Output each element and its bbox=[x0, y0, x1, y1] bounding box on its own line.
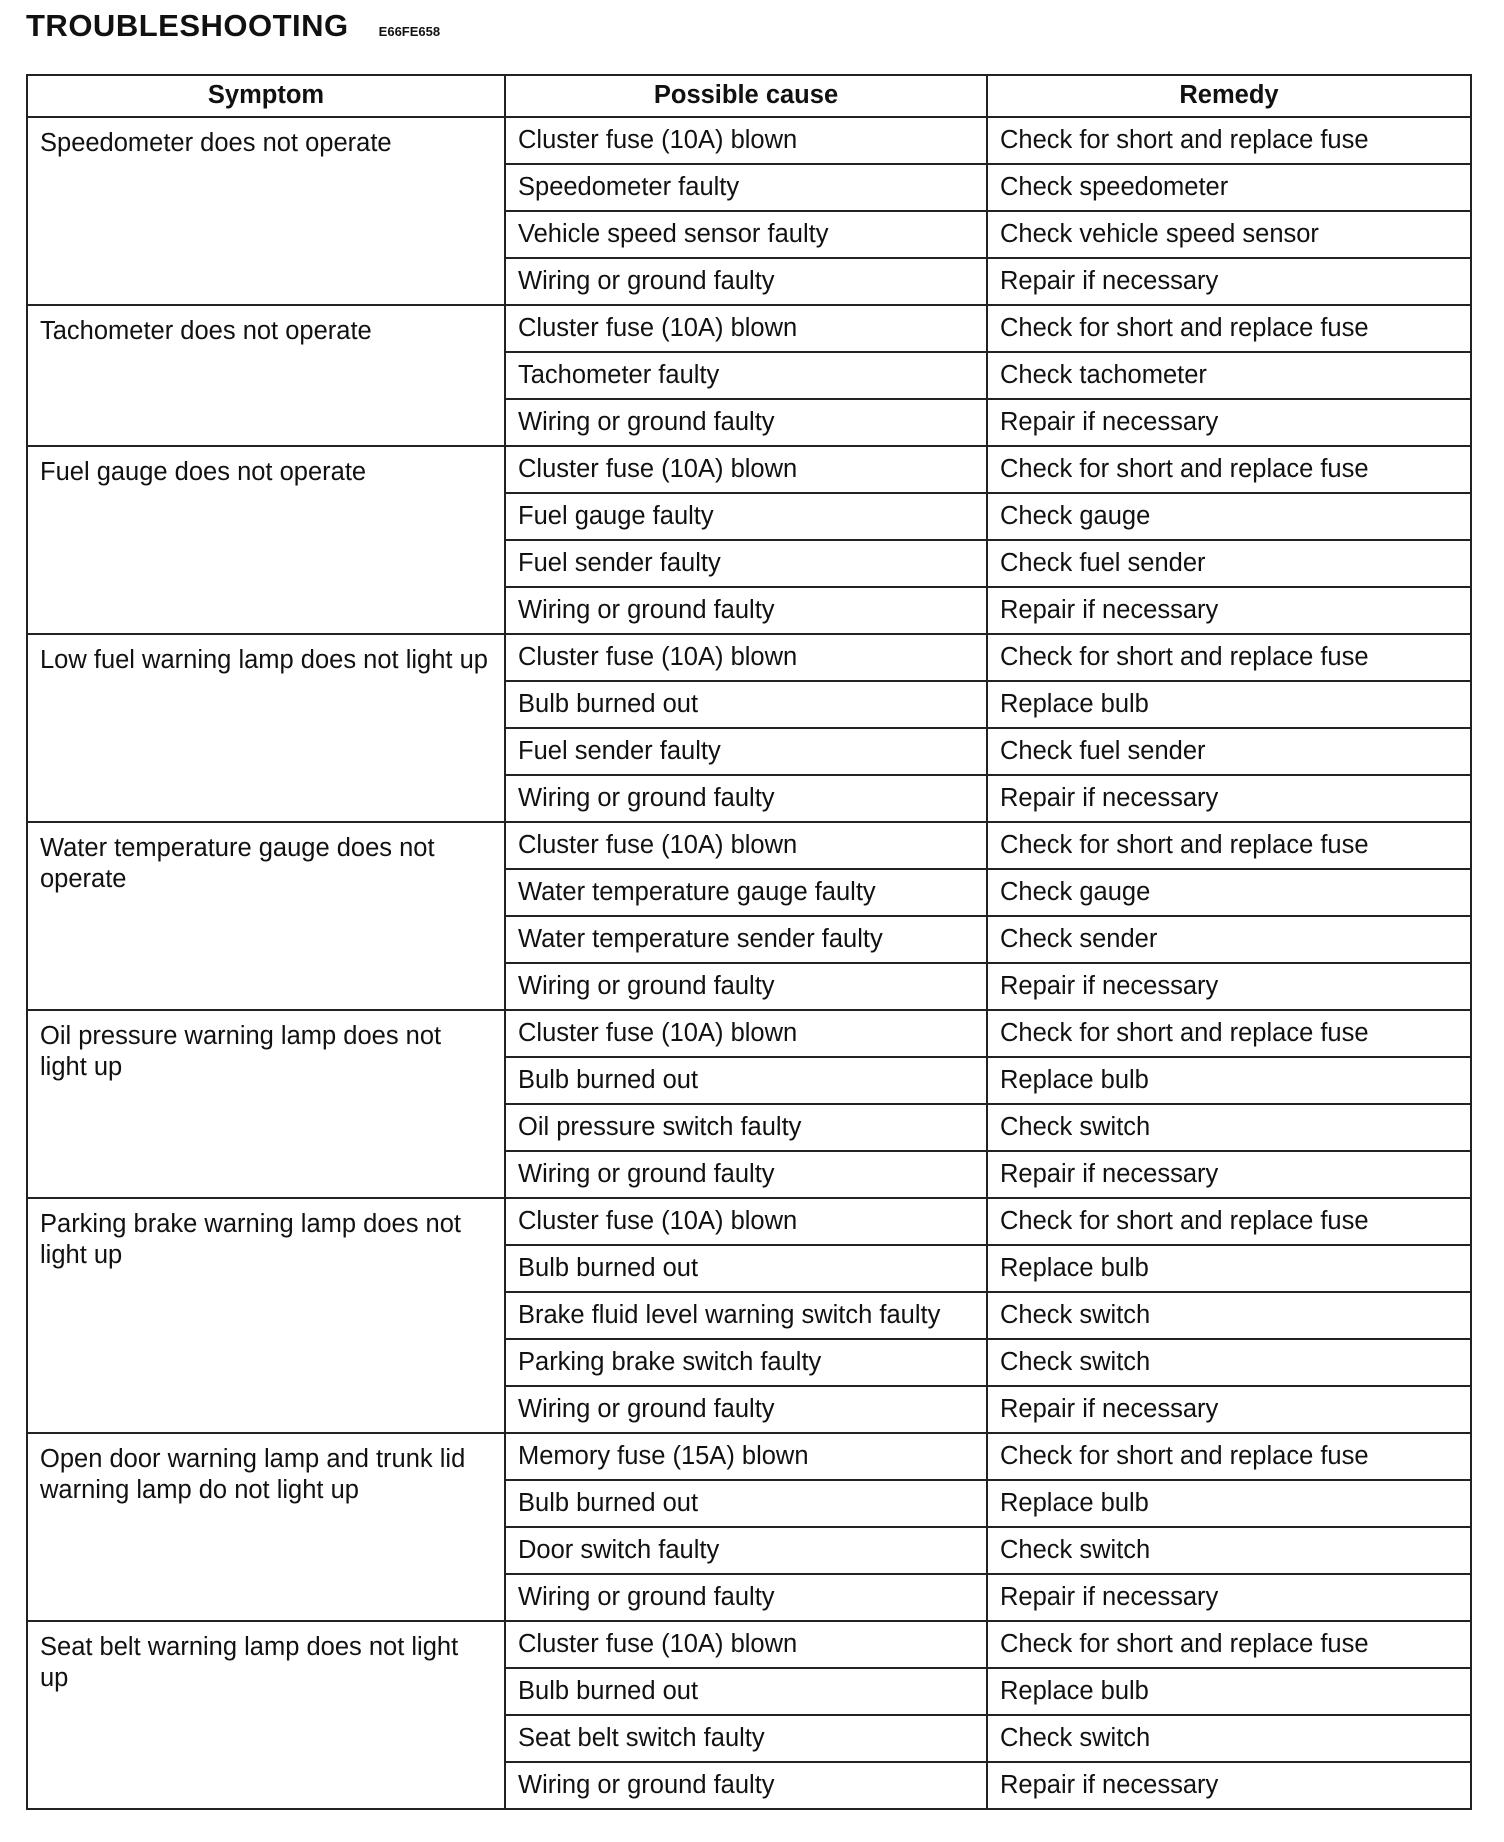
symptom-cell bbox=[27, 822, 505, 1010]
remedy-cell: Repair if necessary bbox=[987, 399, 1471, 446]
remedy-cell: Check fuel sender bbox=[987, 540, 1471, 587]
cause-cell: Door switch faulty bbox=[505, 1527, 987, 1574]
cause-cell: Memory fuse (15A) blown bbox=[505, 1433, 987, 1480]
remedy-cell: Check gauge bbox=[987, 869, 1471, 916]
table-row bbox=[27, 634, 1471, 681]
remedy-cell: Replace bulb bbox=[987, 1480, 1471, 1527]
remedy-cell: Repair if necessary bbox=[987, 1151, 1471, 1198]
symptom-cell bbox=[27, 446, 505, 634]
cause-cell: Parking brake switch faulty bbox=[505, 1339, 987, 1386]
remedy-cell: Check for short and replace fuse bbox=[987, 1010, 1471, 1057]
symptom-cell bbox=[27, 634, 505, 822]
remedy-cell: Replace bulb bbox=[987, 1057, 1471, 1104]
symptom-cell bbox=[27, 305, 505, 446]
remedy-cell: Check for short and replace fuse bbox=[987, 1621, 1471, 1668]
table-row bbox=[27, 117, 1471, 164]
table-row bbox=[27, 1621, 1471, 1668]
table-body bbox=[27, 117, 1471, 1809]
symptom-text: Oil pressure warning lamp does not light up bbox=[40, 1022, 442, 1081]
remedy-cell: Check fuel sender bbox=[987, 728, 1471, 775]
cause-cell: Bulb burned out bbox=[505, 1245, 987, 1292]
symptom-cell bbox=[27, 117, 505, 305]
remedy-cell: Repair if necessary bbox=[987, 587, 1471, 634]
cause-cell: Bulb burned out bbox=[505, 1057, 987, 1104]
remedy-cell: Repair if necessary bbox=[987, 775, 1471, 822]
cause-cell: Cluster fuse (10A) blown bbox=[505, 305, 987, 352]
remedy-cell: Check tachometer bbox=[987, 352, 1471, 399]
cause-cell: Speedometer faulty bbox=[505, 164, 987, 211]
remedy-cell: Check for short and replace fuse bbox=[987, 1198, 1471, 1245]
remedy-cell: Check speedometer bbox=[987, 164, 1471, 211]
cause-cell: Fuel sender faulty bbox=[505, 728, 987, 775]
remedy-cell: Repair if necessary bbox=[987, 1762, 1471, 1809]
remedy-cell: Check for short and replace fuse bbox=[987, 446, 1471, 493]
cause-cell: Wiring or ground faulty bbox=[505, 963, 987, 1010]
remedy-cell: Check for short and replace fuse bbox=[987, 117, 1471, 164]
cause-cell: Fuel gauge faulty bbox=[505, 493, 987, 540]
remedy-cell: Check for short and replace fuse bbox=[987, 822, 1471, 869]
remedy-cell: Check gauge bbox=[987, 493, 1471, 540]
cause-cell: Cluster fuse (10A) blown bbox=[505, 1198, 987, 1245]
remedy-cell: Check for short and replace fuse bbox=[987, 1433, 1471, 1480]
cause-cell: Oil pressure switch faulty bbox=[505, 1104, 987, 1151]
symptom-cell bbox=[27, 1198, 505, 1433]
remedy-cell: Check for short and replace fuse bbox=[987, 305, 1471, 352]
remedy-cell: Check sender bbox=[987, 916, 1471, 963]
table-row bbox=[27, 1433, 1471, 1480]
remedy-cell: Check for short and replace fuse bbox=[987, 634, 1471, 681]
cause-cell: Tachometer faulty bbox=[505, 352, 987, 399]
cause-cell: Bulb burned out bbox=[505, 681, 987, 728]
remedy-cell: Repair if necessary bbox=[987, 1574, 1471, 1621]
remedy-cell: Replace bulb bbox=[987, 1245, 1471, 1292]
cause-cell: Fuel sender faulty bbox=[505, 540, 987, 587]
table-row bbox=[27, 305, 1471, 352]
cause-cell: Wiring or ground faulty bbox=[505, 1151, 987, 1198]
cause-cell: Water temperature gauge faulty bbox=[505, 869, 987, 916]
symptom-text: Tachometer does not operate bbox=[40, 317, 372, 345]
cause-cell: Cluster fuse (10A) blown bbox=[505, 822, 987, 869]
remedy-cell: Check switch bbox=[987, 1339, 1471, 1386]
cause-cell: Wiring or ground faulty bbox=[505, 587, 987, 634]
cause-cell: Wiring or ground faulty bbox=[505, 258, 987, 305]
header-symptom: Symptom bbox=[27, 75, 505, 117]
remedy-cell: Replace bulb bbox=[987, 1668, 1471, 1715]
table-row bbox=[27, 1198, 1471, 1245]
cause-cell: Brake fluid level warning switch faulty bbox=[505, 1292, 987, 1339]
cause-cell: Bulb burned out bbox=[505, 1668, 987, 1715]
cause-cell: Cluster fuse (10A) blown bbox=[505, 117, 987, 164]
remedy-cell: Check vehicle speed sensor bbox=[987, 211, 1471, 258]
header-possible-cause: Possible cause bbox=[505, 75, 987, 117]
cause-cell: Cluster fuse (10A) blown bbox=[505, 1010, 987, 1057]
cause-cell: Bulb burned out bbox=[505, 1480, 987, 1527]
cause-cell: Wiring or ground faulty bbox=[505, 1574, 987, 1621]
remedy-cell: Check switch bbox=[987, 1527, 1471, 1574]
heading bbox=[26, 8, 440, 44]
remedy-cell: Check switch bbox=[987, 1292, 1471, 1339]
cause-cell: Cluster fuse (10A) blown bbox=[505, 1621, 987, 1668]
symptom-text: Low fuel warning lamp does not light up bbox=[40, 646, 488, 674]
symptom-text: Seat belt warning lamp does not light up bbox=[40, 1633, 459, 1692]
cause-cell: Vehicle speed sensor faulty bbox=[505, 211, 987, 258]
remedy-cell: Repair if necessary bbox=[987, 1386, 1471, 1433]
symptom-text: Parking brake warning lamp does not light up bbox=[40, 1210, 461, 1269]
symptom-cell bbox=[27, 1010, 505, 1198]
troubleshooting-table bbox=[26, 74, 1472, 1810]
table-row bbox=[27, 446, 1471, 493]
document-code: E66FE658 bbox=[378, 24, 441, 39]
cause-cell: Wiring or ground faulty bbox=[505, 399, 987, 446]
cause-cell: Water temperature sender faulty bbox=[505, 916, 987, 963]
table-row bbox=[27, 822, 1471, 869]
remedy-cell: Check switch bbox=[987, 1715, 1471, 1762]
symptom-text: Fuel gauge does not operate bbox=[40, 458, 367, 486]
cause-cell: Wiring or ground faulty bbox=[505, 1762, 987, 1809]
header-remedy: Remedy bbox=[987, 75, 1471, 117]
symptom-cell bbox=[27, 1433, 505, 1621]
table-row bbox=[27, 1010, 1471, 1057]
cause-cell: Seat belt switch faulty bbox=[505, 1715, 987, 1762]
symptom-text: Open door warning lamp and trunk lid warning lamp do not light up bbox=[40, 1445, 466, 1504]
remedy-cell: Check switch bbox=[987, 1104, 1471, 1151]
symptom-cell bbox=[27, 1621, 505, 1809]
page-title: TROUBLESHOOTING bbox=[26, 8, 349, 43]
remedy-cell: Replace bulb bbox=[987, 681, 1471, 728]
cause-cell: Cluster fuse (10A) blown bbox=[505, 634, 987, 681]
symptom-text: Water temperature gauge does not operate bbox=[40, 834, 435, 893]
header-row bbox=[27, 75, 1471, 117]
cause-cell: Wiring or ground faulty bbox=[505, 775, 987, 822]
cause-cell: Wiring or ground faulty bbox=[505, 1386, 987, 1433]
symptom-text: Speedometer does not operate bbox=[40, 129, 392, 157]
cause-cell: Cluster fuse (10A) blown bbox=[505, 446, 987, 493]
remedy-cell: Repair if necessary bbox=[987, 963, 1471, 1010]
remedy-cell: Repair if necessary bbox=[987, 258, 1471, 305]
